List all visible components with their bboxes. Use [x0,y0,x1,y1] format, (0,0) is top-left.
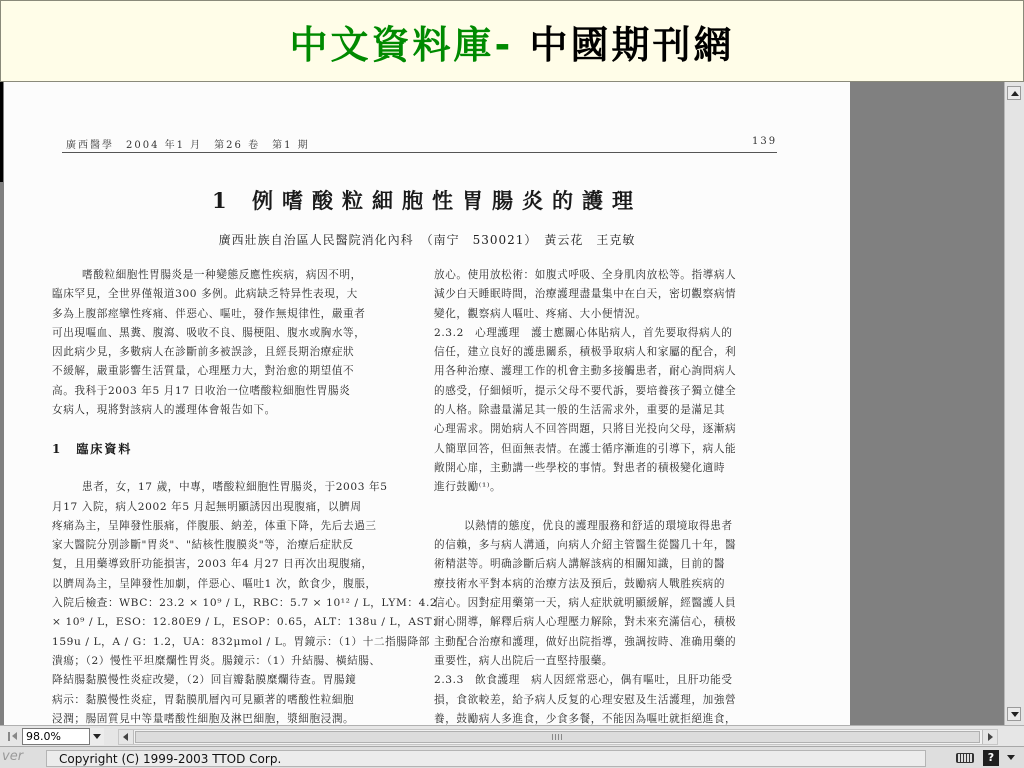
text-line: 心理需求。開始病人不回答問題，只將目光投向父母，逐漸病 [434,423,737,436]
slide-title [289,14,734,69]
vertical-scrollbar[interactable] [1004,82,1024,725]
text-line: 放心。使用放松術：如腹式呼吸、全身肌肉放松等。指導病人 [434,269,737,281]
left-text-column [52,266,444,748]
text-line: 嗜酸粒細胞性胃腸炎是一种變態反應性疾病，病因不明， [82,269,362,281]
text-line: 人簡單回答，但面無表情。在護士循序漸進的引導下，病人能 [434,442,737,455]
article-authors: 廣西壯族自治區人民醫院消化內科 （南宁 530021） 黃云花 王克敏 [218,233,636,247]
text-line: 的人格。除盡量滿足其一般的生活需求外，重要的是滿足其 [434,404,726,417]
slide-title-dash: - [494,22,514,67]
article-title: 1 例嗜酸粒細胞性胃腸炎的護理 [212,188,642,213]
text-line: 以臍周為主，呈陣發性加劇，伴惡心、嘔吐1 次，飲食少，腹脹， [52,577,377,590]
text-line: 信任，建立良好的護患關系，積极爭取病人和家屬的配合，利 [434,346,737,359]
grip-icon [552,734,564,740]
text-line: 不緩解，嚴重影響生活質量，心理壓力大，對治愈的期望值不 [52,365,355,378]
scroll-down-button[interactable] [1007,707,1021,721]
text-line: 潰瘍；（2）慢性平坦糜爛性胃炎。腸鏡示：（1）升結腸、橫結腸、 [52,654,381,667]
text-line: 術精湛等。明确診斷后病人講解該病的相關知識，目前的醫 [434,558,726,571]
chevron-down-icon [93,734,101,739]
text-line: 月17 入院，病人2002 年5 月起無明顯誘因出現腹痛，以臍周 [52,500,362,513]
viewer-toolbar [0,725,1024,746]
text-line: 2.3.2 心理護理 護士應關心体貼病人，首先要取得病人的 [434,326,733,339]
text-line: 進行鼓勵⁽¹⁾。 [434,481,502,494]
slide-title-bar [0,0,1024,82]
text-line: 疼痛為主，呈陣發性脹痛，伴腹脹、納差，体重下降，先后去過三 [52,519,377,532]
slide-title-chinese-database: 中文資料庫 [289,22,495,67]
text-line: 家大醫院分別診斷"胃炎"、"結核性腹膜炎"等，治療后症狀反 [52,539,354,552]
text-line: 療技術水平對本病的治療方法及預后，鼓勵病人戰胜疾病的 [434,577,726,590]
arrow-down-icon [1011,712,1019,717]
text-line: 主動配合治療和護理，做好出院指導，強調按時、准确用藥的 [434,635,737,648]
keyboard-icon[interactable] [956,753,974,763]
scroll-up-button[interactable] [1007,86,1021,100]
help-icon[interactable]: ? [983,750,999,766]
text-line: 浸潤；腸固質見中等量嗜酸性細胞及淋巴細胞，漿細胞浸潤。 [52,712,355,725]
text-line [434,498,789,517]
horizontal-scrollbar[interactable] [118,729,998,745]
arrow-left-icon [123,733,128,741]
section-heading: 1 臨床資料 [52,441,133,456]
zoom-dropdown-button[interactable] [90,728,104,745]
text-line: 的感受，仔細傾听，提示父母不要代訴，要培養孩子獨立健全 [434,384,737,397]
text-line: 變化，觀察病人嘔吐、疼痛、大小便情況。 [434,307,647,320]
text-line: 因此病少見，多數病人在診斷前多被誤診，且經長期治療症狀 [52,346,355,359]
text-line: 減少白天睡眠時間，治療護理盡量集中在白天，密切觀察病情 [434,288,737,301]
text-line: 臨床罕見，全世界僅報道300 多例。此病缺乏特异性表現，大 [52,288,358,301]
status-field [46,750,926,767]
text-line: 可出現嘔血、黑糞、腹瀉、吸收不良、腸梗阻、腹水或胸水等， [52,326,366,339]
right-text-column [434,266,789,748]
status-bar [0,746,1024,768]
scroll-right-button[interactable] [982,730,997,744]
arrow-up-icon [1011,91,1019,96]
scroll-thumb[interactable] [135,731,980,743]
page-number: 139 [752,136,778,147]
text-line: 重要性，病人出院后一直堅持服藥。 [434,654,614,667]
text-line [52,459,407,478]
chevron-down-icon[interactable] [1007,755,1015,760]
left-divider [0,82,3,182]
document-page [4,82,850,725]
zoom-input[interactable]: 98.0% [22,728,90,745]
text-line [52,420,407,439]
text-line: 复，且用藥導致肝功能損害，2003 年4 月27 日再次出現腹痛， [52,558,373,571]
text-line: 信心。因對症用藥第一天，病人症狀就明顯緩解，經醫護人員 [434,597,737,610]
text-line: 159u / L，A / G：1.2，UA：832μmol / L。胃鏡示：（1）十二指腸降部 [52,635,430,648]
text-line: 高。我科于2003 年5 月17 日收治一位嗜酸粒細胞性胃腸炎 [52,384,351,397]
slide-title-cnki: 中國期刊網 [529,22,735,67]
text-line: 2.3.3 飲食護理 病人因經常惡心，偶有嘔吐，且肝功能受 [434,674,733,687]
text-line: 病示：黏膜慢性炎症，胃黏膜肌層內可見顯著的嗜酸性粒細胞 [52,693,355,706]
text-line: × 10⁹ / L，ESO：12.80E9 / L，ESOP：0.65，ALT：138u / L，AST： [52,616,444,629]
text-line: 敞開心扉，主動講一些學校的事情。對患者的積极變化適時 [434,461,726,474]
header-rule [62,152,777,153]
text-line: 損，食欲較差，給予病人反复的心理安慰及生活護理，加強營 [434,693,737,706]
text-line: 以熱情的態度，优良的護理服務和舒适的環境取得患者 [464,519,733,532]
first-page-icon[interactable] [8,730,20,743]
text-line: 的信賴，多与病人溝通，向病人介紹主管醫生從醫几十年，醫 [434,539,737,552]
text-line: 降結腸黏膜慢性炎症改變，（2）回盲瓣黏膜糜爛待查。胃腸鏡 [52,674,357,687]
version-label: ver [2,749,24,764]
text-line: 耐心開導，解釋后病人心理壓力解除，對未來充滿信心，積极 [434,616,737,629]
arrow-right-icon [988,733,993,741]
scroll-left-button[interactable] [119,730,134,744]
text-line: 入院后檢查：WBC：23.2 × 10⁹ / L，RBC：5.7 × 10¹² / L，LYM：4.2 [52,597,438,610]
text-line: 養，鼓勵病人多進食，少食多餐，不能因為嘔吐就拒絕進食， [434,712,737,725]
copyright-text: Copyright (C) 1999-2003 TTOD Corp. [59,752,282,766]
journal-header: 廣西醫學 2004 年1 月 第26 卷 第1 期 [66,140,310,151]
text-line: 多為上腹部痙攣性疼痛、伴惡心、嘔吐，發作無規律性，嚴重者 [52,307,366,320]
text-line: 用各种治療、護理工作的机會主動多接觸患者，耐心詢問病人 [434,365,737,378]
text-line: 女病人，現將對該病人的護理体會報告如下。 [52,404,276,417]
text-line: 患者，女，17 歲，中專，嗜酸粒細胞性胃腸炎，于2003 年5 [82,481,388,494]
pdf-viewer [0,82,1024,725]
